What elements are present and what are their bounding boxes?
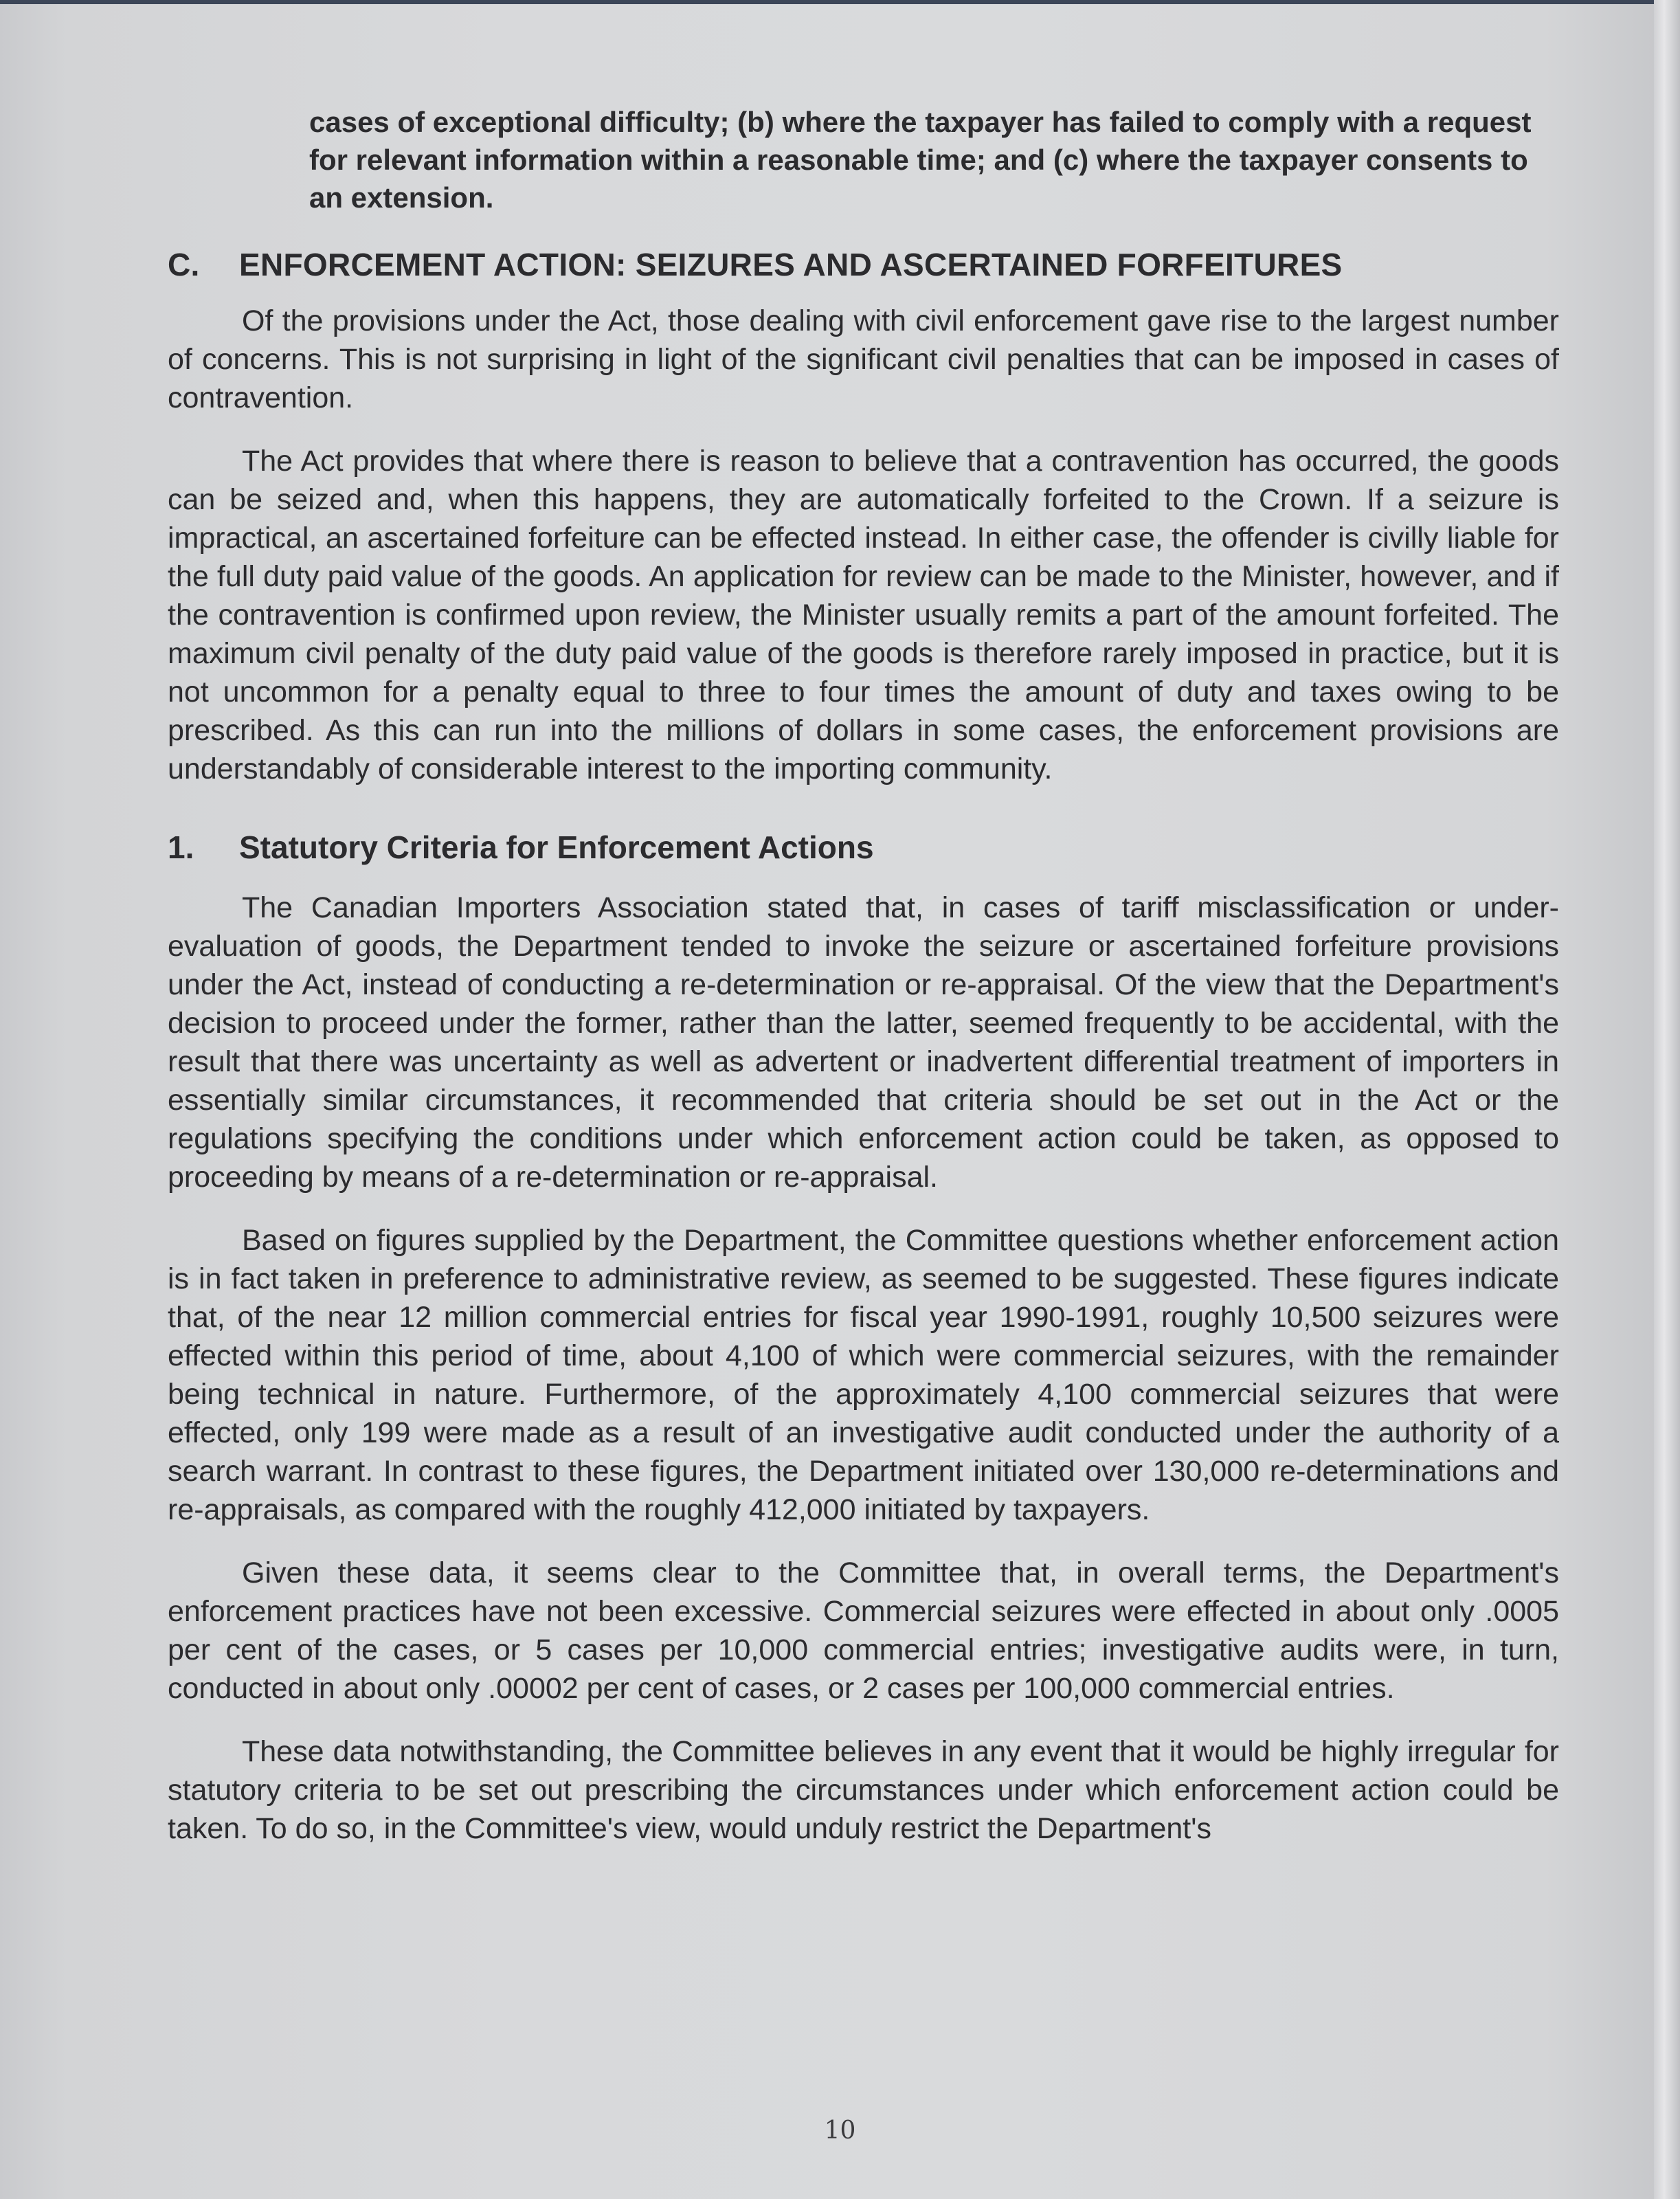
section-c-paragraph-2: The Act provides that where there is reason to believe that a contravention has occurred, the goods can be seized and, when this happens, they are automatically forfeited to the Crown. If a seizure is impractical, an ascertained forfeiture can be effected instead. In either case, the offender is civilly liable for the full duty paid value of the goods. An application for review can be made to the Minister, however, and if the contravention is confirmed upon review, the Minister usually remits a part of the amount forfeited. The maximum civil penalty of the duty paid value of the goods is therefore rarely imposed in practice, but it is not uncommon for a penalty equal to three to four times the amount of duty and taxes owing to be prescribed. As this can run into the millions of dollars in some cases, the enforcement provisions are understandably of considerable interest to the importing community. — [168, 445, 1559, 785]
section-c-paragraph-1: Of the provisions under the Act, those dealing with civil enforcement gave rise to the largest number of concerns. This is not surprising in light of the significant civil penalties that can be imposed in cases of contravention. — [168, 304, 1559, 414]
section-1-paragraph-3: Given these data, it seems clear to the Committee that, in overall terms, the Department's enforcement practices have not been excessive. Commercial seizures were effected in about only .0005 per cent of the cases, or 5 cases per 10,000 commercial entries; investigative audits were, in turn, conducted in about only .00002 per cent of cases, or 2 cases per 100,000 commercial entries. — [168, 1556, 1559, 1705]
section-1-title: Statutory Criteria for Enforcement Actions — [239, 829, 874, 865]
page-right-edge — [1654, 0, 1680, 2199]
section-1-number: 1. — [168, 829, 194, 865]
page-number: 10 — [824, 2117, 856, 2145]
page-content — [168, 103, 1559, 1848]
section-c-heading — [168, 244, 1559, 285]
section-1-paragraph-4: These data notwithstanding, the Committee believes in any event that it would be highly irregular for statutory criteria to be set out prescribing the circumstances under which enforcement action could be taken. To do so, in the Committee's view, would unduly restrict the Department's — [168, 1735, 1559, 1845]
continuation-paragraph: cases of exceptional difficulty; (b) where the taxpayer has failed to comply with a request for relevant information within a reasonable time; and (c) where the taxpayer consents to an extension. — [309, 106, 1532, 214]
section-c-number: C. — [168, 247, 200, 282]
section-1-heading — [168, 827, 1559, 868]
page-top-edge — [0, 0, 1680, 4]
section-1-paragraph-2: Based on figures supplied by the Department, the Committee questions whether enforcement action is in fact taken in preference to administrative review, as seemed to be suggested. These figures indicate that, of the near 12 million commercial entries for fiscal year 1990-1991, roughly 10,500 seizures were effected within this period of time, about 4,100 of which were commercial seizures, with the remainder being technical in nature. Furthermore, of the approximately 4,100 commercial seizures that were effected, only 199 were made as a result of an investigative audit conducted under the authority of a search warrant. In contrast to these figures, the Department initiated over 130,000 re-determinations and re-appraisals, as compared with the roughly 412,000 initiated by taxpayers. — [168, 1224, 1559, 1526]
section-1-paragraph-1: The Canadian Importers Association stated that, in cases of tariff misclassification or under-evaluation of goods, the Department tended to invoke the seizure or ascertained forfeiture provisions under the Act, instead of conducting a re-determination or re-appraisal. Of the view that the Department's decision to proceed under the former, rather than the latter, seemed frequently to be accidental, with the result that there was uncertainty as well as advertent or inadvertent differential treatment of importers in essentially similar circumstances, it recommended that criteria should be set out in the Act or the regulations specifying the conditions under which enforcement action could be taken, as opposed to proceeding by means of a re-determination or re-appraisal. — [168, 891, 1559, 1194]
section-c-title: ENFORCEMENT ACTION: SEIZURES AND ASCERTAINED FORFEITURES — [239, 247, 1343, 282]
